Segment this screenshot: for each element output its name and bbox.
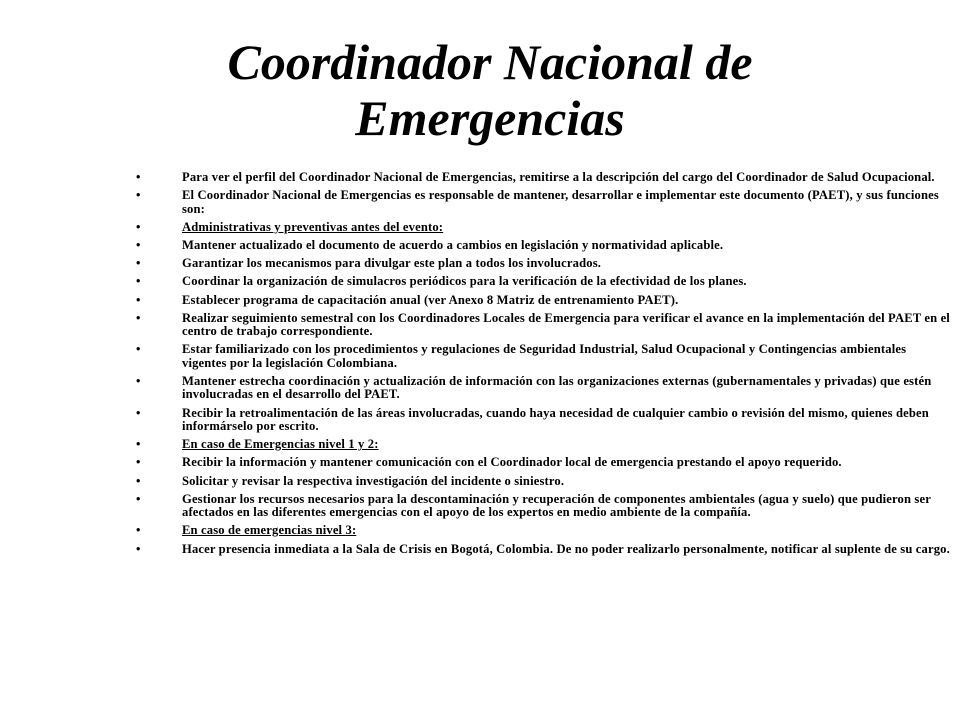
list-item-text: Coordinar la organización de simulacros periódicos para la verificación de la efectividad de los planes. bbox=[182, 274, 747, 289]
page-title bbox=[0, 34, 960, 146]
bullet-icon: • bbox=[136, 342, 141, 357]
list-item bbox=[136, 239, 951, 252]
list-item bbox=[136, 189, 951, 216]
list-item-text: Establecer programa de capacitación anual (ver Anexo 8 Matriz de entrenamiento PAET). bbox=[182, 292, 679, 307]
list-item-text: Solicitar y revisar la respectiva investigación del incidente o siniestro. bbox=[182, 473, 565, 488]
list-item bbox=[136, 493, 951, 520]
list-item-text: Hacer presencia inmediata a la Sala de Crisis en Bogotá, Colombia. De no poder realizarlo personalmente, notificar al suplente de su cargo. bbox=[182, 541, 950, 556]
list-item-text: Mantener actualizado el documento de acuerdo a cambios en legislación y normatividad aplicable. bbox=[182, 238, 724, 253]
bullet-list bbox=[136, 171, 951, 561]
bullet-icon: • bbox=[136, 541, 141, 556]
list-item bbox=[136, 343, 951, 370]
list-item-text: Garantizar los mecanismos para divulgar este plan a todos los involucrados. bbox=[182, 256, 602, 271]
list-item bbox=[136, 257, 951, 270]
bullet-icon: • bbox=[136, 256, 141, 271]
section-heading-item bbox=[136, 221, 951, 234]
bullet-icon: • bbox=[136, 274, 141, 289]
bullet-icon: • bbox=[136, 219, 141, 234]
list-item-text: Recibir la información y mantener comunicación con el Coordinador local de emergencia prestando el apoyo requerido. bbox=[182, 455, 842, 470]
bullet-icon: • bbox=[136, 523, 141, 538]
list-item bbox=[136, 375, 951, 402]
bullet-icon: • bbox=[136, 170, 141, 184]
bullet-icon: • bbox=[136, 238, 141, 253]
list-item bbox=[136, 275, 951, 288]
list-item-text: Mantener estrecha coordinación y actualización de información con las organizaciones externas (gubernamentales y privadas) que estén involucradas en el desarrollo del PAET. bbox=[182, 374, 932, 402]
title-line-2: Emergencias bbox=[355, 90, 625, 146]
list-item-text: Para ver el perfil del Coordinador Nacional de Emergencias, remitirse a la descripción del cargo del Coordinador de Salud Ocupacional. bbox=[182, 170, 935, 184]
list-item bbox=[136, 543, 951, 556]
bullet-icon: • bbox=[136, 473, 141, 488]
bullet-icon: • bbox=[136, 455, 141, 470]
list-item-text: Realizar seguimiento semestral con los Coordinadores Locales de Emergencia para verificar el avance en la implementación del PAET en el centro de trabajo correspondiente. bbox=[182, 310, 950, 339]
section-heading-text: Administrativas y preventivas antes del evento: bbox=[182, 219, 444, 234]
bullet-icon: • bbox=[136, 437, 141, 452]
bullet-icon: • bbox=[136, 374, 141, 389]
list-item bbox=[136, 456, 951, 469]
list-item bbox=[136, 171, 951, 184]
section-heading-item bbox=[136, 438, 951, 451]
list-item bbox=[136, 294, 951, 307]
bullet-icon: • bbox=[136, 310, 141, 325]
list-item-text: El Coordinador Nacional de Emergencias es responsable de mantener, desarrollar e implementar este documento (PAET), y sus funciones son: bbox=[182, 188, 939, 216]
section-heading-text: En caso de Emergencias nivel 1 y 2: bbox=[182, 437, 379, 452]
list-item bbox=[136, 475, 951, 488]
bullet-icon: • bbox=[136, 405, 141, 420]
bullet-icon: • bbox=[136, 292, 141, 307]
list-item bbox=[136, 312, 951, 339]
section-heading-item bbox=[136, 524, 951, 537]
section-heading-text: En caso de emergencias nivel 3: bbox=[182, 523, 357, 538]
bullet-icon: • bbox=[136, 188, 141, 203]
list-item-text: Gestionar los recursos necesarios para la descontaminación y recuperación de componentes ambientales (agua y suelo) que pudieron ser afectados en las diferentes emergencias con el apoyo de los expertos en medio ambiente de la compañía. bbox=[182, 491, 931, 520]
bullet-icon: • bbox=[136, 491, 141, 506]
title-line-1: Coordinador Nacional de bbox=[227, 34, 753, 90]
list-item-text: Estar familiarizado con los procedimientos y regulaciones de Seguridad Industrial, Salud Ocupacional y Contingencias ambientales vigentes por la legislación Colombiana. bbox=[182, 342, 907, 370]
list-item-text: Recibir la retroalimentación de las áreas involucradas, cuando haya necesidad de cualquier cambio o revisión del mismo, quienes deben informárselo por escrito. bbox=[182, 405, 929, 434]
list-item bbox=[136, 407, 951, 434]
